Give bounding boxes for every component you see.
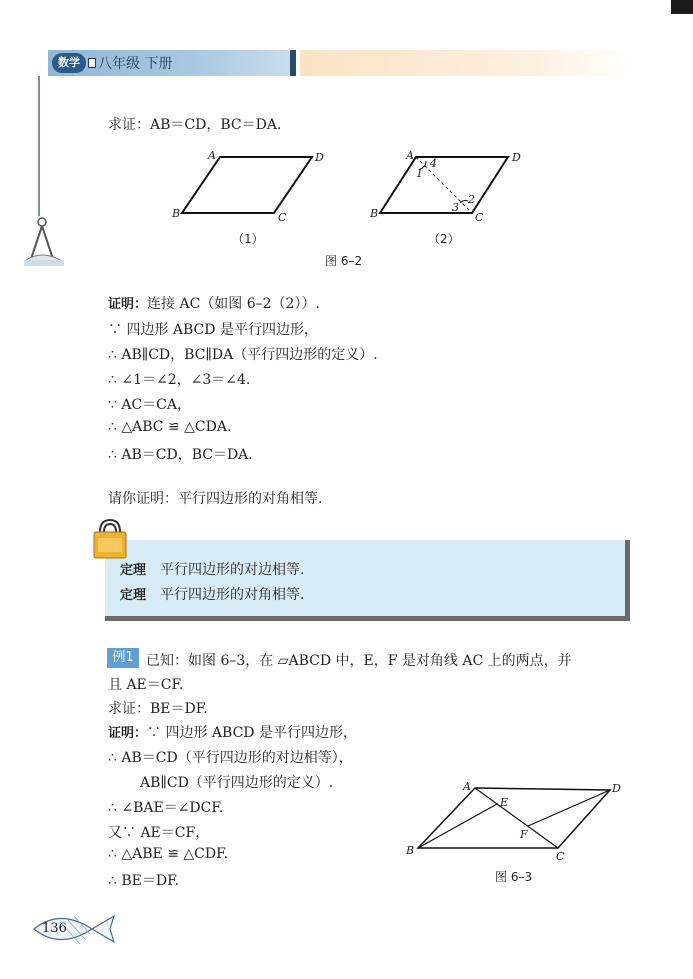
figure-6-2-2 [368, 145, 528, 225]
theorem-2-label: 定理 [120, 588, 147, 603]
proof-line-0: 证明：连接 AC（如图 6–2（2））. [108, 296, 320, 312]
label-A: A [208, 149, 216, 162]
angle-4: 4 [430, 157, 437, 170]
proof-line-5: ∴ △ABC ≌ △CDA. [108, 419, 232, 435]
theorem-2-text: 平行四边形的对角相等. [160, 587, 305, 603]
example-proof-4: 又∵ AE＝CF， [108, 825, 210, 841]
label-F: F [520, 828, 528, 841]
label-B: B [172, 207, 181, 220]
theorem-1 [120, 559, 304, 579]
figure-6-3-caption: 图 6–3 [495, 870, 533, 884]
proof-line-2: ∴ AB∥CD，BC∥DA（平行四边形的定义）. [108, 347, 378, 363]
example-tag: 例1 [107, 648, 139, 668]
example-proof-6: ∴ BE＝DF. [108, 873, 180, 889]
proof-line-4: ∵ AC＝CA， [108, 397, 192, 413]
subject-badge: 数学 [52, 53, 86, 73]
compass-icon [20, 212, 68, 272]
figure-6-2-sub2: （2） [428, 232, 460, 246]
example-proof-0-text: ∵ 四边形 ABCD 是平行四边形， [147, 725, 357, 741]
label-D: D [315, 151, 324, 164]
figure-6-2-1 [170, 145, 330, 225]
angle-1: 1 [416, 167, 423, 180]
theorem-2 [120, 584, 304, 604]
left-margin-rule [38, 76, 40, 216]
label-C: C [278, 211, 287, 224]
page-number: 136 [42, 921, 67, 936]
header-band-right [300, 50, 630, 76]
label-C: C [556, 850, 565, 863]
label-B: B [406, 844, 415, 857]
angle-3: 3 [452, 201, 459, 214]
corner-tab [671, 0, 693, 14]
please-prove: 请你证明：平行四边形的对角相等. [108, 491, 323, 507]
label-D: D [512, 151, 521, 164]
label-A: A [406, 149, 414, 162]
example-line2: 且 AE＝CF. [108, 677, 184, 693]
label-E: E [500, 796, 509, 809]
theorem-1-text: 平行四边形的对边相等. [160, 562, 305, 578]
example-proof-0: 证明：∵ 四边形 ABCD 是平行四边形， [108, 725, 357, 741]
grade-label: 八年级 下册 [98, 56, 173, 72]
header-separator [290, 50, 296, 76]
binder-clip-icon [92, 518, 128, 560]
label-A: A [463, 780, 471, 793]
example-proof-2: AB∥CD（平行四边形的定义）. [140, 775, 334, 791]
example-proof-1: ∴ AB＝CD（平行四边形的对边相等）， [108, 750, 353, 766]
example-proof-5: ∴ △ABE ≌ △CDF. [108, 846, 229, 862]
label-C: C [475, 211, 484, 224]
example-line1: 已知：如图 6–3，在 ▱ABCD 中，E，F 是对角线 AC 上的两点，并 [146, 653, 572, 669]
example-proof-3: ∴ ∠BAE＝∠DCF. [108, 800, 224, 816]
figure-6-2-caption: 图 6–2 [325, 254, 363, 268]
theorem-box [105, 540, 630, 621]
example-prove: 求证：BE＝DF. [108, 701, 208, 717]
grade-box-icon [88, 58, 96, 68]
theorem-1-label: 定理 [120, 563, 147, 578]
proof-line-3: ∴ ∠1＝∠2，∠3＝∠4. [108, 372, 251, 388]
proof-line-1: ∵ 四边形 ABCD 是平行四边形， [108, 322, 318, 338]
label-B: B [370, 207, 379, 220]
proof-line-0-text: 连接 AC（如图 6–2（2））. [147, 296, 320, 312]
figure-6-2-sub1: （1） [232, 232, 264, 246]
prove-statement: 求证：AB＝CD，BC＝DA. [108, 117, 282, 133]
angle-2: 2 [468, 193, 475, 206]
figure-6-3 [400, 778, 625, 866]
label-D: D [612, 782, 621, 795]
proof-line-6: ∴ AB＝CD，BC＝DA. [108, 447, 253, 463]
page-number-badge [30, 912, 120, 946]
